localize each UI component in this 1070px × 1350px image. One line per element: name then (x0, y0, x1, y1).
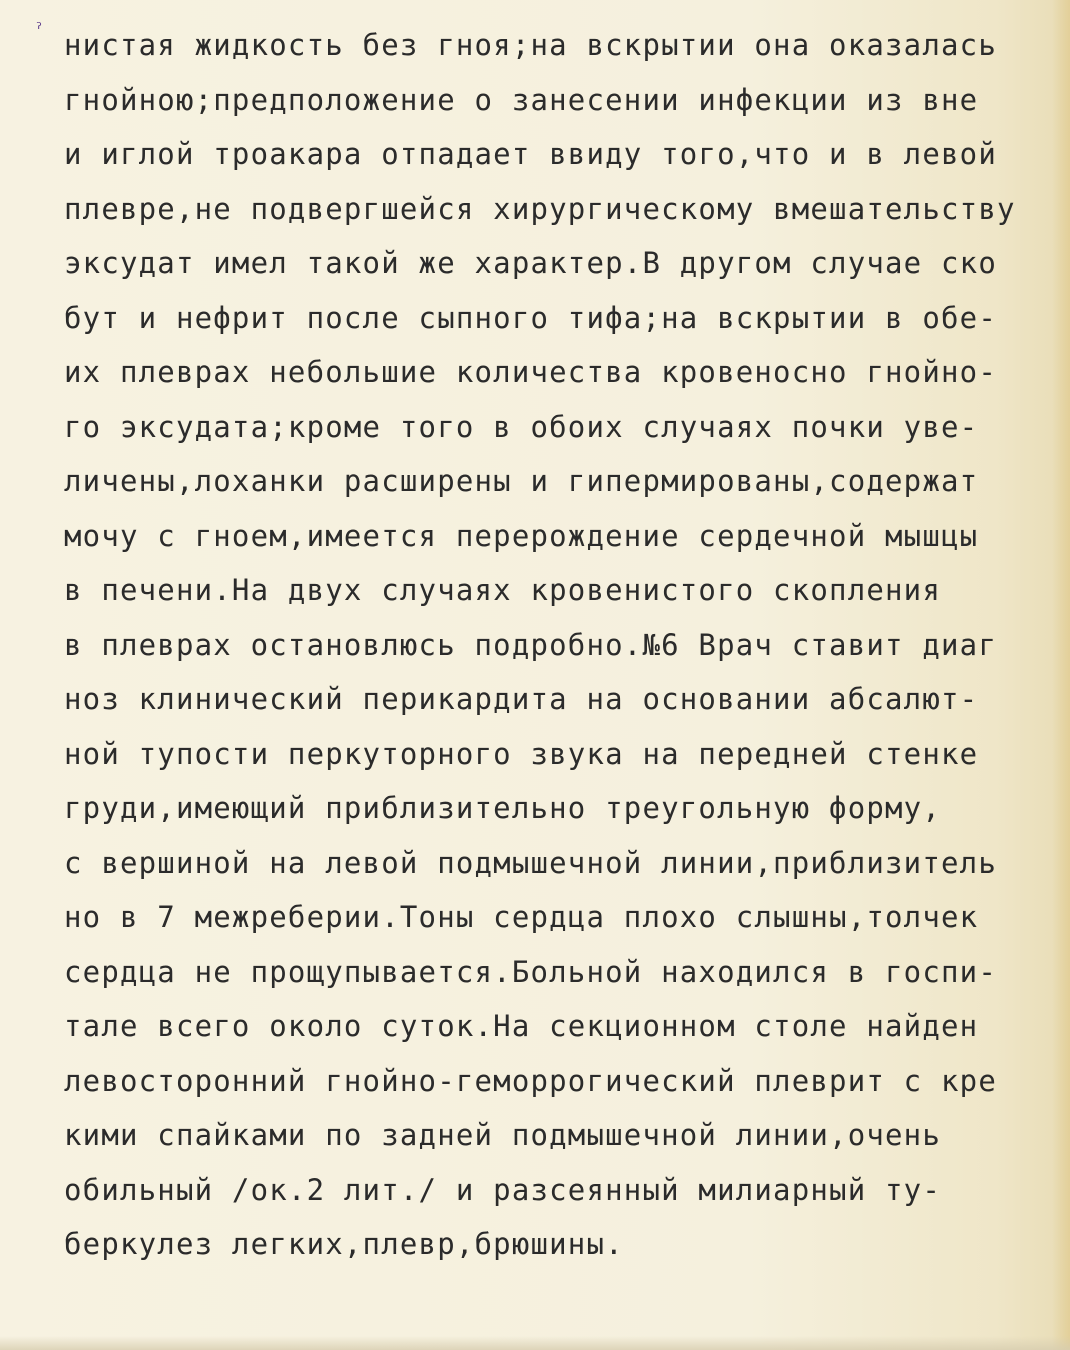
text-line: тале всего около суток.На секционном столе найден (64, 1009, 979, 1043)
text-line: левосторонний гнойно-геморрогический плеврит с кре (64, 1063, 997, 1098)
text-line: гнойною;предположение о занесении инфекции из вне (64, 82, 979, 117)
text-line: личены,лоханки расширены и гипермированы,содержат (64, 464, 979, 498)
text-line: в плеврах остановлюсь подробно.№6 Врач ставит диаг (64, 627, 997, 662)
text-line: обильный /ок.2 лит./ и разсеянный милиарный ту- (64, 1172, 941, 1207)
text-line: мочу с гноем,имеется перерождение сердечной мышцы (64, 518, 979, 553)
page-right-edge-shadow (1052, 0, 1070, 1350)
text-line: и иглой троакара отпадает ввиду того,что и в левой (64, 137, 997, 171)
text-line: их плеврах небольшие количества кровеносно гнойно- (64, 355, 997, 389)
text-line: с вершиной на левой подмышечной линии,приблизитель (64, 845, 997, 880)
text-line: эксудат имел такой же характер.В другом случае ско (64, 246, 997, 280)
text-line: бут и нефрит после сыпного тифа;на вскрытии в обе- (64, 300, 997, 335)
text-line: плевре,не подвергшейся хирургическому вмешательству (64, 191, 1016, 226)
text-line: но в 7 межреберии.Тоны сердца плохо слышны,толчек (64, 900, 979, 934)
text-line: кими спайками по задней подмышечной линии,очень (64, 1118, 941, 1152)
text-line: сердца не прощупывается.Больной находился в госпи- (64, 954, 997, 989)
text-line: го эксудата;кроме того в обоих случаях почки уве- (64, 409, 979, 444)
text-line: беркулез легких,плевр,брюшины. (64, 1227, 624, 1261)
text-line: нистая жидкость без гноя;на вскрытии она оказалась (64, 28, 997, 62)
text-line: ноз клинический перикардита на основании абсалют- (64, 682, 979, 716)
margin-ink-mark: ˀ (36, 19, 42, 38)
text-line: в печени.На двух случаях кровенистого скопления (64, 573, 941, 607)
text-line: груди,имеющий приблизительно треугольную форму, (64, 791, 941, 825)
page-bottom-edge-shadow (0, 1336, 1070, 1350)
typed-text-block (64, 18, 1070, 1272)
text-line: ной тупости перкуторного звука на передней стенке (64, 736, 979, 771)
